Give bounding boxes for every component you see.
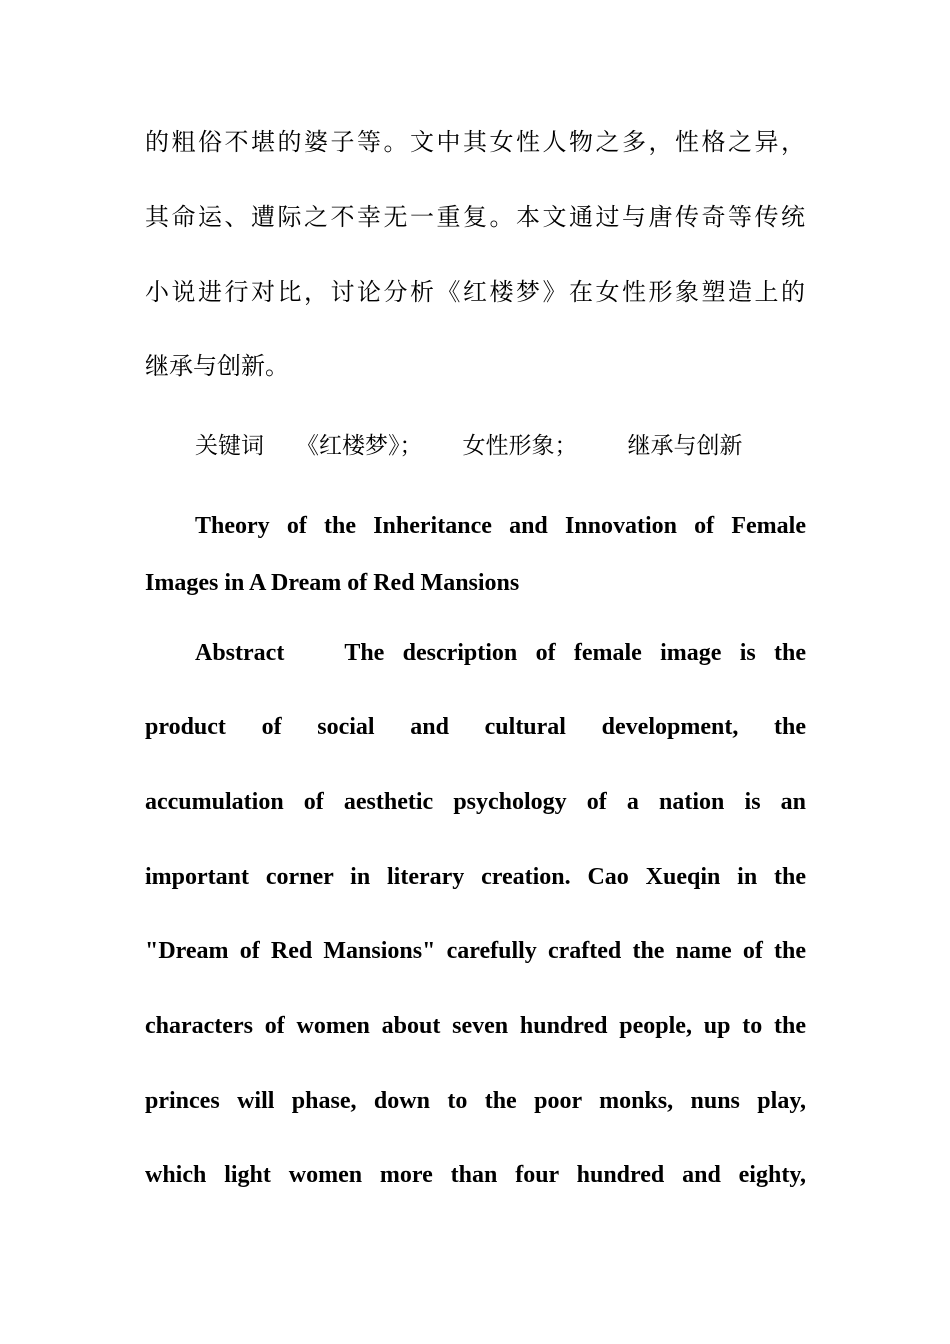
abstract-line-6: characters of women about seven hundred people, up to the — [145, 1013, 806, 1039]
keyword-item: 继承与创新 — [627, 433, 743, 459]
chinese-paragraph-line-4: 继承与创新。 — [145, 352, 289, 380]
abstract-line-4: important corner in literary creation. Cao Xueqin in the — [145, 864, 806, 890]
english-title-line-1: Theory of the Inheritance and Innovation of Female — [195, 513, 806, 539]
abstract-line-5: "Dream of Red Mansions" carefully crafted the name of the — [145, 938, 806, 964]
abstract-line-2: product of social and cultural development, the — [145, 714, 806, 740]
abstract-line-3: accumulation of aesthetic psychology of a nation is an — [145, 789, 806, 815]
abstract-line-1: The description of female image is the — [344, 640, 806, 666]
english-title-line-2: Images in A Dream of Red Mansions — [145, 570, 520, 596]
chinese-paragraph-line-2: 其命运、遭际之不幸无一重复。本文通过与唐传奇等传统 — [145, 203, 805, 231]
abstract-line-7: princes will phase, down to the poor monks, nuns play, — [145, 1088, 806, 1114]
abstract-first-line — [195, 638, 806, 668]
chinese-paragraph-line-1: 的粗俗不堪的婆子等。文中其女性人物之多，性格之异， — [145, 128, 805, 156]
abstract-line-8: which light women more than four hundred and eighty, — [145, 1162, 806, 1188]
abstract-label: Abstract — [195, 640, 285, 666]
keywords-line — [195, 430, 743, 462]
keywords-label: 关键词 — [195, 433, 264, 459]
chinese-paragraph-line-3: 小说进行对比，讨论分析《红楼梦》在女性形象塑造上的 — [145, 278, 805, 306]
keyword-item: 《红楼梦》； — [296, 433, 423, 459]
keyword-item: 女性形象； — [462, 433, 578, 459]
